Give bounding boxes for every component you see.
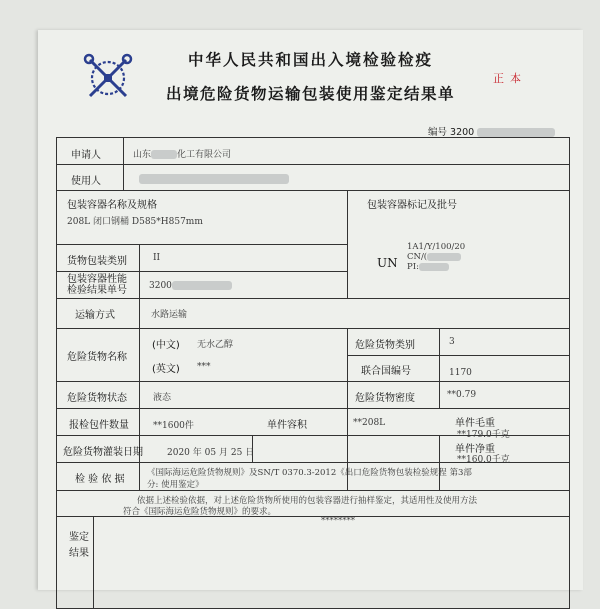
result-stars: ******** [321,516,355,526]
marking-un: UN [377,256,398,270]
density-value: **0.79 [447,390,477,400]
applicant-value: 山东 化工有限公司 [133,150,232,160]
result-text-2: 符合《国际海运危险货物规则》的要求。 [123,507,277,517]
unit-volume-label: 单件容积 [267,420,307,431]
certificate-title-line2: 出境危险货物运输包装使用鉴定结果单 [165,84,455,103]
inspection-no-value: 3200 [149,281,232,291]
applicant-label: 申请人 [71,150,101,161]
en-value: *** [197,362,211,372]
inspection-no-label: 包装容器性能 检验结果单号 [67,274,127,296]
result-label: 鉴定 结果 [69,532,89,559]
cn-value: 无水乙醇 [197,340,234,350]
container-name-value: 208L 闭口钢桶 D585*H857mm [67,217,203,227]
certificate-number [428,124,555,138]
un-no-label: 联合国编号 [361,366,411,377]
marking-line3: PI: [407,262,449,272]
number-label: 编号 [428,127,448,138]
cn-label: (中文) [152,340,180,351]
result-text-1: 依据上述检验依据，对上述危险货物所使用的包装容器进行抽样鉴定，其适用性及使用方法 [137,496,478,506]
net-label: 单件净重 [455,444,495,455]
dg-class-label: 危险货物类别 [355,340,415,351]
un-no-value: 1170 [449,368,472,378]
gross-value: **179.0千克 [457,430,510,440]
en-label: (英文) [152,364,180,375]
state-label: 危险货物状态 [67,393,127,404]
fill-date-value: 2020 年 05 月 25 日 [167,448,255,458]
certificate-table [56,137,570,609]
original-copy-mark: 正本 [493,72,527,85]
package-class-value: II [153,253,161,263]
certificate-page [38,30,583,590]
qty-value: **1600件 [153,421,194,431]
density-label: 危险货物密度 [355,393,415,404]
redacted-number-blur [477,128,555,137]
basis-line2: 分: 使用鉴定》 [147,480,204,490]
gross-label: 单件毛重 [455,418,495,429]
net-value: **160.0千克 [457,455,510,465]
marking-label: 包装容器标记及批号 [367,200,457,211]
redacted-user-blur [139,174,289,184]
state-value: 液态 [153,393,172,403]
fill-date-label: 危险货物灌装日期 [63,447,143,458]
marking-line2: CN/( [407,252,461,262]
transport-label: 运输方式 [75,310,115,321]
transport-value: 水路运输 [151,310,188,320]
container-name-label: 包装容器名称及规格 [67,200,157,211]
user-label: 使用人 [71,176,101,187]
package-class-label: 货物包装类别 [67,256,127,267]
basis-label: 检 验 依 据 [75,474,125,485]
redacted-company-blur [151,150,177,159]
dg-class-value: 3 [449,337,455,347]
basis-line1: 《国际海运危险货物规则》及SN/T 0370.3-2012《出口危险货物包装检验规程 第3部 [147,468,472,478]
unit-volume-value: **208L [353,418,386,428]
dg-name-label: 危险货物名称 [67,352,127,363]
qty-label: 报检包件数量 [69,420,129,431]
marking-line1: 1A1/Y/100/20 [407,242,466,252]
number-value: 3200 [450,127,475,138]
certificate-title-line1: 中华人民共和国出入境检验检疫 [187,50,433,69]
